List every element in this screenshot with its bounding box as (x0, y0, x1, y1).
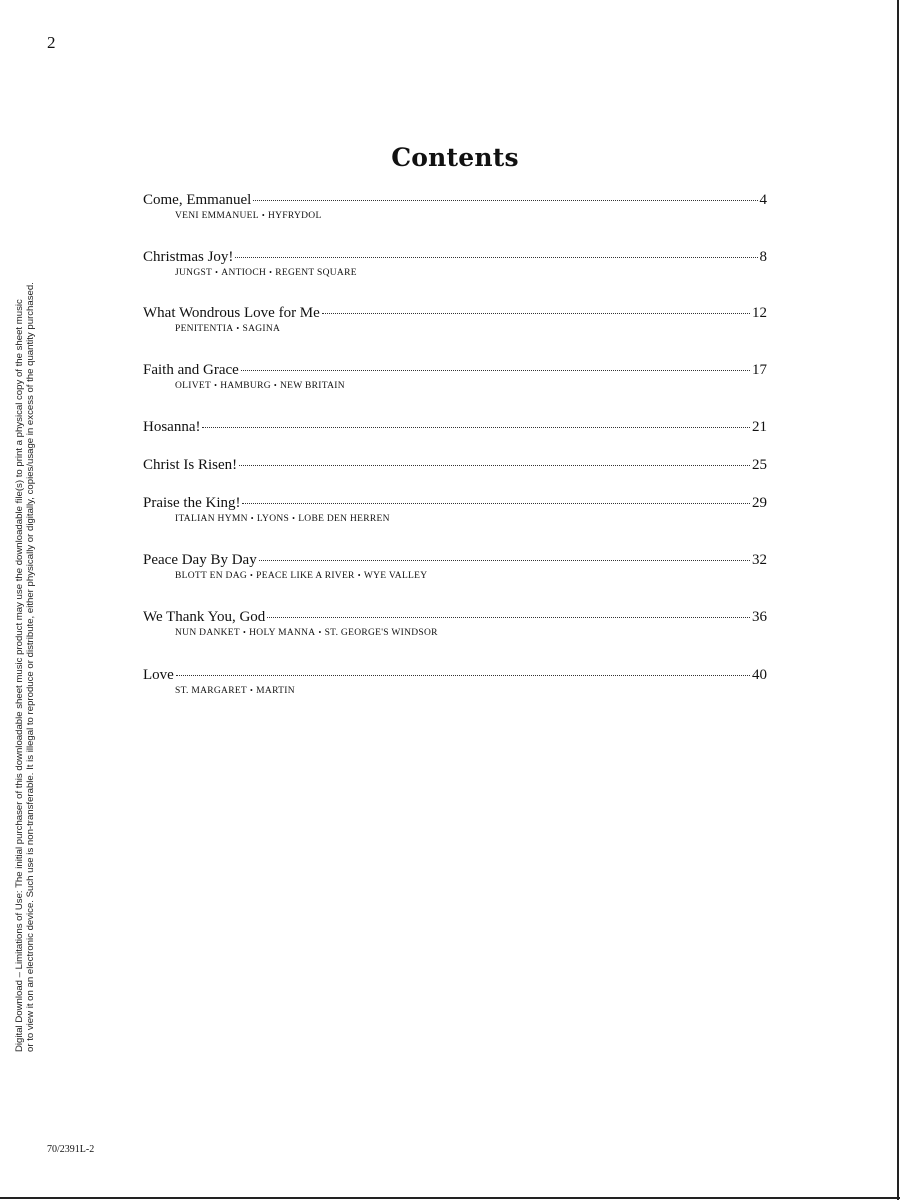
toc-entry-title[interactable]: What Wondrous Love for Me (143, 305, 320, 321)
toc-entry-title[interactable]: Hosanna! (143, 419, 201, 435)
toc-entry[interactable] (143, 360, 767, 391)
toc-entry-page: 25 (752, 457, 767, 473)
usage-notice (14, 142, 36, 1052)
toc-entry-title[interactable]: Christ Is Risen! (143, 457, 238, 473)
tune-name: REGENT SQUARE (275, 268, 357, 278)
toc-entry[interactable] (143, 665, 767, 696)
toc-entry-title[interactable]: Christmas Joy! (143, 249, 234, 265)
toc-entry-title[interactable]: Faith and Grace (143, 362, 239, 378)
bullet-separator: • (292, 514, 296, 523)
bullet-separator: • (250, 571, 254, 580)
toc-entry-page: 40 (752, 667, 767, 683)
bullet-separator: • (357, 571, 361, 580)
toc-entry-page: 4 (759, 192, 767, 208)
tune-name: HOLY MANNA (249, 628, 316, 638)
tune-name: ITALIAN HYMN (175, 514, 248, 524)
bullet-separator: • (243, 628, 247, 637)
dot-leader (242, 503, 750, 504)
bullet-separator: • (250, 686, 254, 695)
dot-leader (176, 675, 750, 676)
bullet-separator: • (273, 381, 277, 390)
page-edge-right (897, 0, 899, 1200)
dot-leader (267, 617, 750, 618)
page-number: 2 (47, 33, 56, 52)
tune-list (175, 571, 767, 581)
toc-entry[interactable] (143, 247, 767, 278)
tune-name: SAGINA (242, 324, 281, 334)
tune-list (175, 324, 767, 334)
page-title: Contents (391, 143, 519, 172)
toc-entry[interactable] (143, 607, 767, 638)
tune-name: PEACE LIKE A RIVER (256, 571, 355, 581)
tune-name: OLIVET (175, 381, 212, 391)
tune-list (175, 686, 767, 696)
tune-name: HYFRYDOL (267, 211, 322, 221)
toc-entry-page: 36 (752, 609, 767, 625)
dot-leader (253, 200, 757, 201)
tune-name: PENITENTIA (175, 324, 234, 334)
toc-entry-page: 21 (752, 419, 767, 435)
dot-leader (241, 370, 750, 371)
toc-entry-page: 12 (752, 305, 767, 321)
toc-entry[interactable] (143, 455, 767, 475)
toc-entry[interactable] (143, 550, 767, 581)
toc-entry-title[interactable]: Praise the King! (143, 495, 241, 511)
bullet-separator: • (215, 268, 219, 277)
tune-name: LOBE DEN HERREN (298, 514, 390, 524)
toc-entry-title[interactable]: Peace Day By Day (143, 552, 257, 568)
toc-entry-title[interactable]: Love (143, 667, 174, 683)
dot-leader (259, 560, 750, 561)
tune-name: NUN DANKET (175, 628, 241, 638)
tune-list (175, 628, 767, 638)
usage-notice-line: or to view it on an electronic device. Such use is non-transferable. It is illegal to reproduce or distribute, either physically or digitally, copies/usage in excess of the quantity purchased. (25, 282, 36, 1052)
tune-name: BLOTT EN DAG (175, 571, 248, 581)
tune-name: ST. MARGARET (175, 686, 248, 696)
bullet-separator: • (236, 324, 240, 333)
toc-entry-page: 32 (752, 552, 767, 568)
tune-name: NEW BRITAIN (279, 381, 345, 391)
toc-entry-page: 8 (759, 249, 767, 265)
bullet-separator: • (318, 628, 322, 637)
toc-entry-title[interactable]: We Thank You, God (143, 609, 266, 625)
toc-entry-title[interactable]: Come, Emmanuel (143, 192, 252, 208)
dot-leader (235, 257, 757, 258)
tune-list (175, 381, 767, 391)
tune-name: LYONS (256, 514, 290, 524)
tune-list (175, 268, 767, 278)
tune-name: ANTIOCH (221, 268, 267, 278)
tune-name: ST. GEORGE'S WINDSOR (324, 628, 438, 638)
toc-entry[interactable] (143, 493, 767, 524)
bullet-separator: • (214, 381, 218, 390)
toc-entry[interactable] (143, 190, 767, 221)
usage-notice-line: Digital Download – Limitations of Use: The initial purchaser of this downloadable sheet music product may use the downloadable file(s) to print a physical copy of the sheet music (14, 299, 25, 1052)
tune-name: WYE VALLEY (363, 571, 428, 581)
tune-list (175, 514, 767, 524)
tune-name: VENI EMMANUEL (175, 211, 259, 221)
toc-entry-page: 17 (752, 362, 767, 378)
toc-entry[interactable] (143, 417, 767, 437)
dot-leader (202, 427, 750, 428)
tune-list (175, 211, 767, 221)
bullet-separator: • (269, 268, 273, 277)
tune-name: JUNGST (175, 268, 213, 278)
bullet-separator: • (261, 211, 265, 220)
bullet-separator: • (250, 514, 254, 523)
tune-name: HAMBURG (220, 381, 271, 391)
page-edge-bottom (0, 1197, 900, 1199)
dot-leader (322, 313, 750, 314)
catalog-code: 70/2391L-2 (47, 1144, 95, 1155)
toc-entry[interactable] (143, 303, 767, 334)
toc-entry-page: 29 (752, 495, 767, 511)
tune-name: MARTIN (256, 686, 295, 696)
dot-leader (239, 465, 750, 466)
